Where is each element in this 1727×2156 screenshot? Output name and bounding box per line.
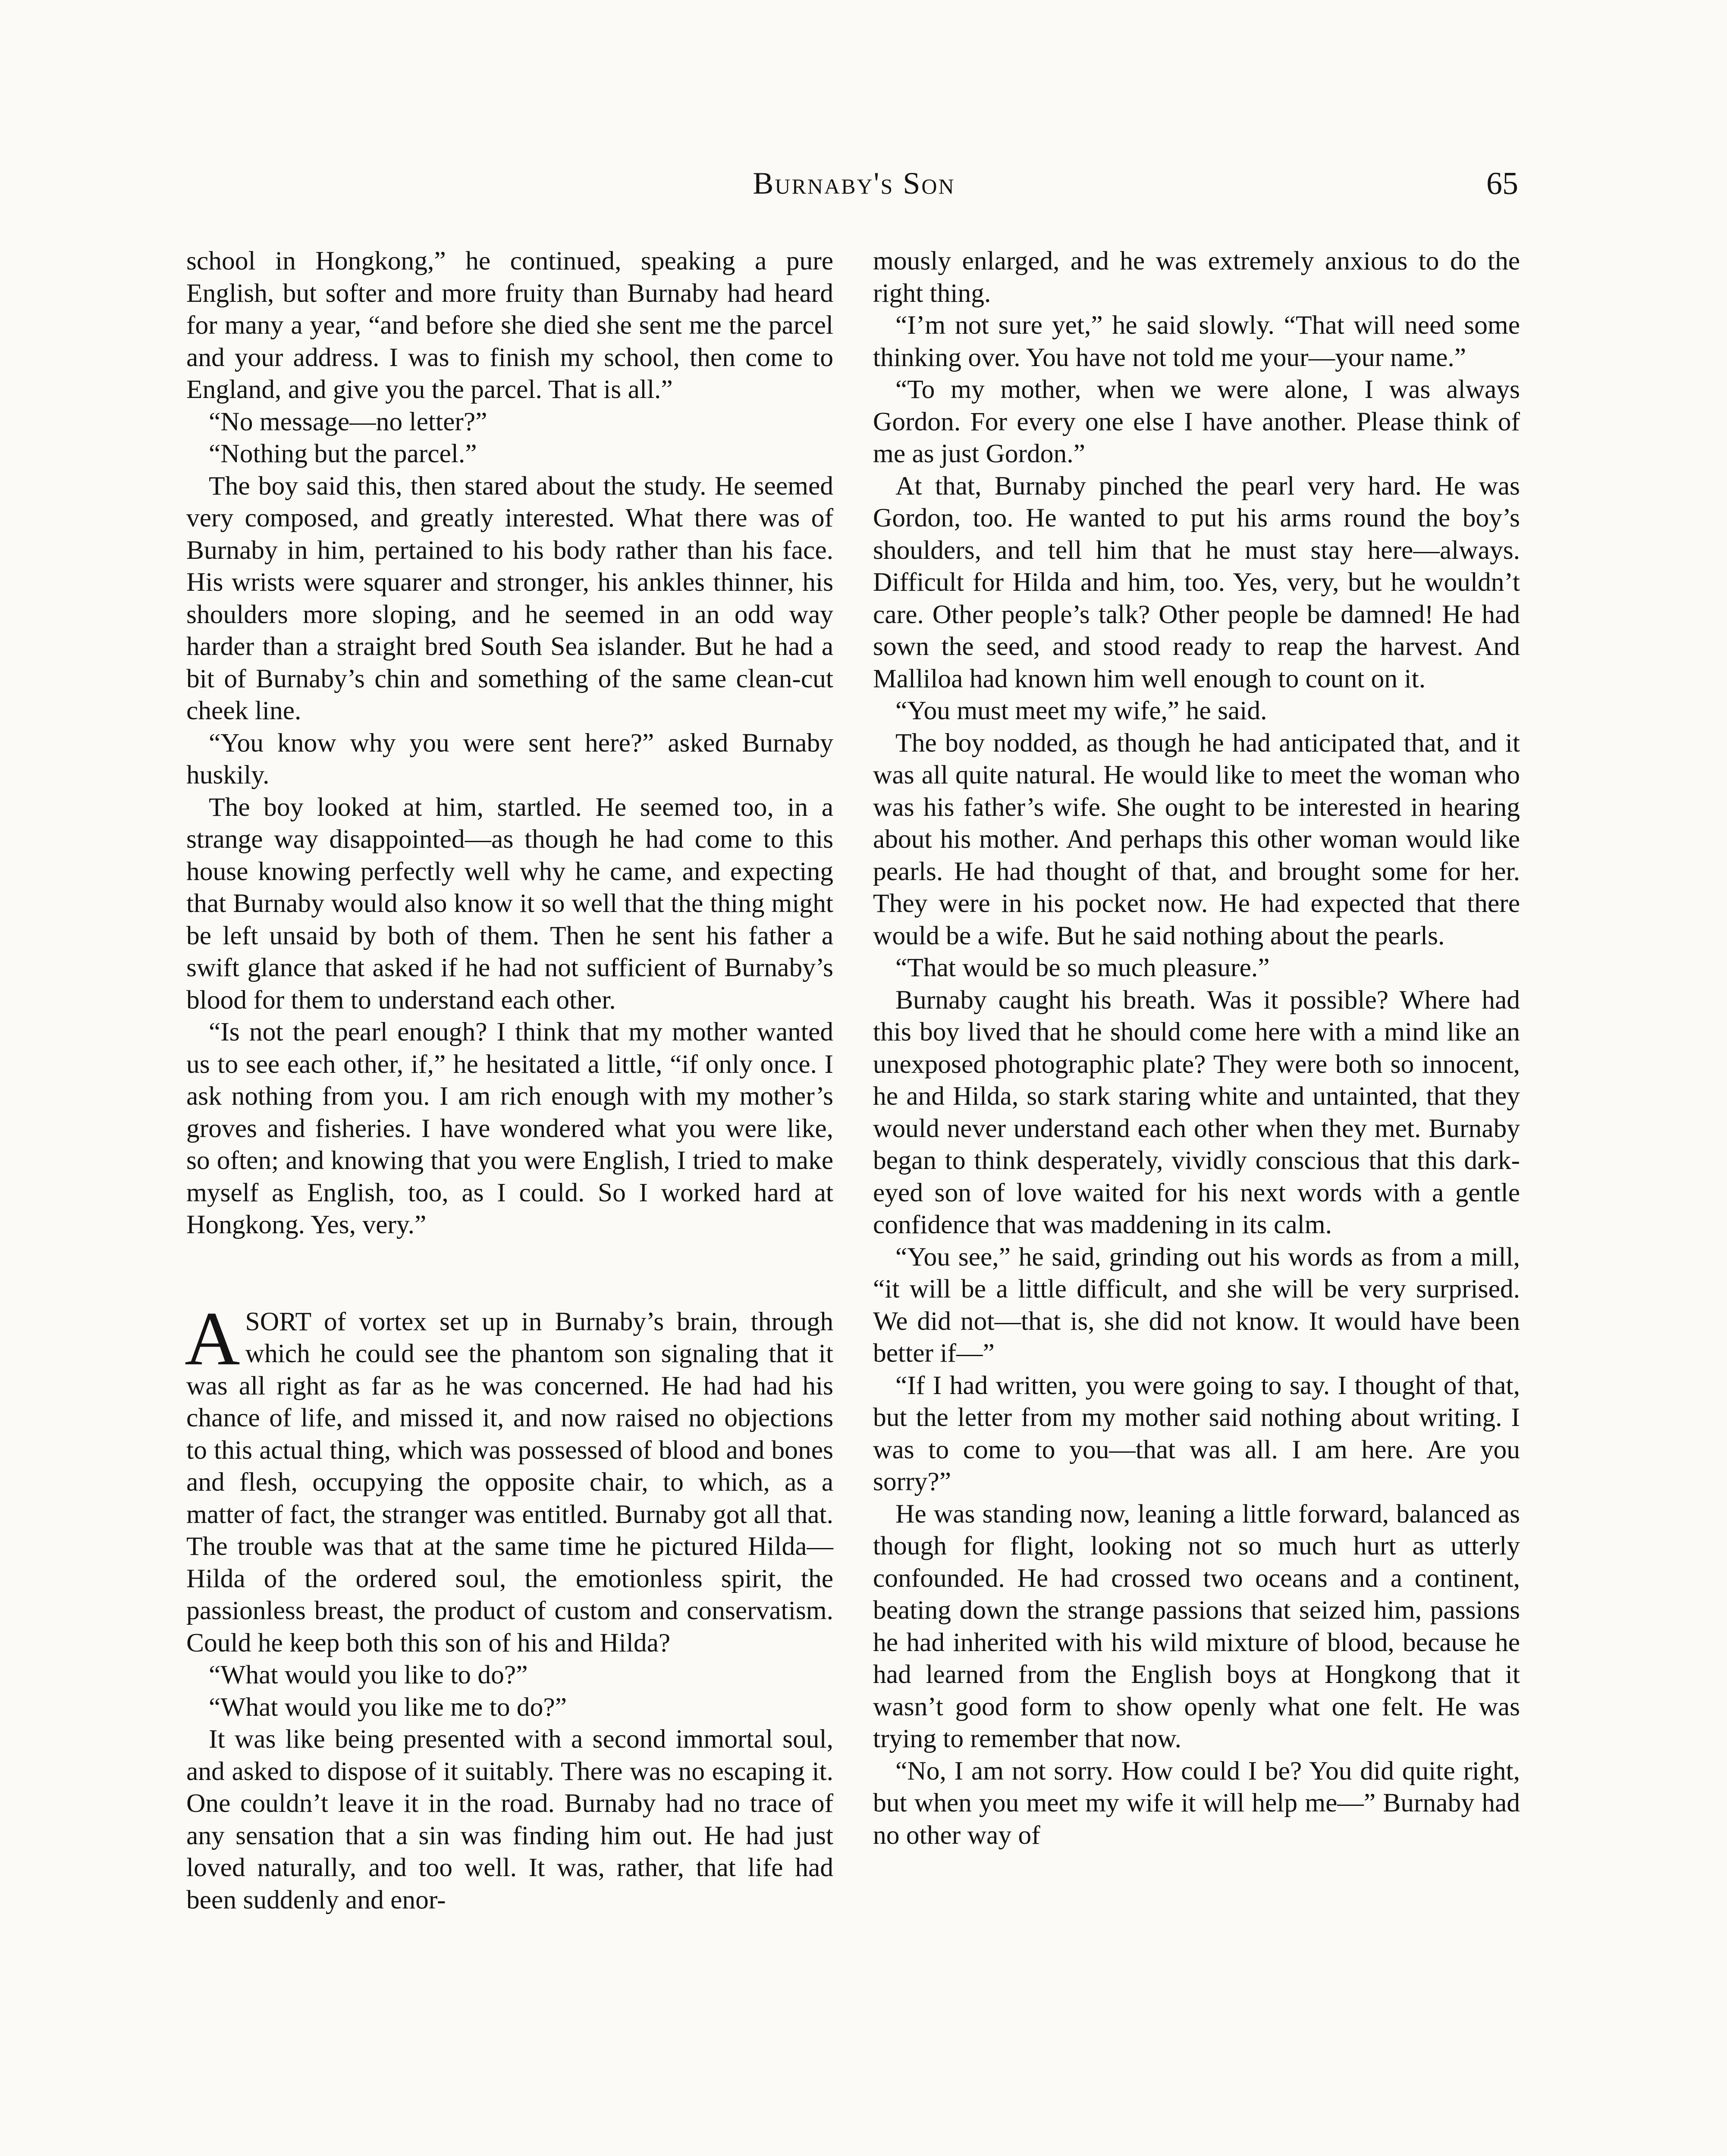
paragraph: “What would you like me to do?”: [209, 1692, 567, 1722]
right-column: [873, 245, 1520, 1851]
paragraph: “No message—no letter?”: [209, 407, 487, 436]
page-header: [190, 166, 1518, 213]
paragraph: The boy said this, then stared about the study. He seemed very composed, and greatly interested. What there was of Burnaby in him, pertained to his body rather than his face. His wrists were squarer and stronger, his ankles thinner, his shoulders more sloping, and he seemed in an odd way harder than a straight bred South Sea islander. But he had a bit of Burnaby’s chin and something of the same clean-cut cheek line.: [186, 471, 833, 725]
paragraph: “That would be so much pleasure.”: [895, 953, 1270, 982]
section-break: [186, 1241, 833, 1306]
left-column: [186, 245, 833, 1916]
section-opening-paragraph: [185, 1295, 833, 1659]
paragraph: “What would you like to do?”: [209, 1660, 528, 1689]
page-number: 65: [1486, 166, 1518, 201]
paragraph: “You must meet my wife,” he said.: [895, 696, 1267, 725]
drop-cap: A: [185, 1295, 240, 1381]
paragraph: At that, Burnaby pinched the pearl very hard. He was Gordon, too. He wanted to put his arms round the boy’s shoulders, and tell him that he must stay here—always. Difficult for Hilda and him, too. Yes, very, but he wouldn’t care. Other people’s talk? Other people be damned! He had sown the seed, and stood ready to reap the harvest. And Malliloa had known him well enough to count on it.: [873, 471, 1520, 693]
paragraph: It was like being presented with a second immortal soul, and asked to dispose of it suitably. There was no escaping it. One couldn’t leave it in the road. Burnaby had no trace of any sensation that a sin was finding him out. He had just loved naturally, and too well. It was, rather, that life had been suddenly and enor-: [186, 1724, 833, 1915]
paragraph: “If I had written, you were going to say. I thought of that, but the letter from my mother said nothing about writing. I was to come to you—that was all. I am here. Are you sorry?”: [873, 1370, 1520, 1496]
paragraph: “To my mother, when we were alone, I was always Gordon. For every one else I have another. Please think of me as just Gordon.”: [873, 375, 1520, 468]
paragraph-text: SORT of vortex set up in Burnaby’s brain, through which he could see the phantom son signaling that it was all right as far as he was concerned. He had had his chance of life, and missed it, and now raised no objections to this actual thing, which was possessed of blood and bones and flesh, occupying the opposite chair, to which, as a matter of fact, the stranger was entitled. Burnaby got all that. The trouble was that at the same time he pictured Hilda—Hilda of the ordered soul, the emotionless spirit, the passionless breast, the product of custom and conservatism. Could he keep both this son of his and Hilda?: [186, 1307, 833, 1658]
paragraph: The boy looked at him, startled. He seemed too, in a strange way disappointed—as though he had come to this house knowing perfectly well why he came, and expecting that Burnaby would also know it so well that the thing might be left unsaid by both of them. Then he sent his father a swift glance that asked if he had not sufficient of Burnaby’s blood for them to understand each other.: [186, 792, 833, 1015]
paragraph: “You see,” he said, grinding out his words as from a mill, “it will be a little difficult, and she will be very surprised. We did not—that is, she did not know. It would have been better if—”: [873, 1242, 1520, 1368]
paragraph: Burnaby caught his breath. Was it possible? Where had this boy lived that he should come here with a mind like an unexposed photographic plate? They were both so innocent, he and Hilda, so stark staring white and untainted, that they would never understand each other when they met. Burnaby began to think desperately, vividly conscious that this dark-eyed son of love waited for his next words with a gentle confidence that was maddening in its calm.: [873, 985, 1520, 1239]
paragraph: “I’m not sure yet,” he said slowly. “That will need some thinking over. You have not told me your—your name.”: [873, 310, 1520, 372]
paragraph: “You know why you were sent here?” asked Burnaby huskily.: [186, 728, 833, 790]
paragraph: “No, I am not sorry. How could I be? You did quite right, but when you meet my wife it will help me—” Burnaby had no other way of: [873, 1756, 1520, 1850]
paragraph: “Nothing but the parcel.”: [209, 439, 477, 468]
paragraph: school in Hongkong,” he continued, speaking a pure English, but softer and more fruity than Burnaby had heard for many a year, “and before she died she sent me the parcel and your address. I was to finish my school, then come to England, and give you the parcel. That is all.”: [186, 246, 833, 404]
paragraph: mously enlarged, and he was extremely anxious to do the right thing.: [873, 246, 1520, 308]
paragraph: He was standing now, leaning a little forward, balanced as though for flight, looking not so much hurt as utterly confounded. He had crossed two oceans and a continent, beating down the strange passions that seized him, passions he had inherited with his wild mixture of blood, because he had learned from the English boys at Hongkong that it wasn’t good form to show openly what one felt. He was trying to remember that now.: [873, 1499, 1520, 1753]
running-title: Burnaby's Son: [753, 166, 955, 201]
paragraph: The boy nodded, as though he had anticipated that, and it was all quite natural. He would like to meet the woman who was his father’s wife. She ought to be interested in hearing about his mother. And perhaps this other woman would like pearls. He had thought of that, and brought some for her. They were in his pocket now. He had expected that there would be a wife. But he said nothing about the pearls.: [873, 728, 1520, 950]
paragraph: “Is not the pearl enough? I think that my mother wanted us to see each other, if,” he hesitated a little, “if only once. I ask nothing from you. I am rich enough with my mother’s groves and fisheries. I have wondered what you were like, so often; and knowing that you were English, I tried to make myself as English, too, as I could. So I worked hard at Hongkong. Yes, very.”: [186, 1017, 833, 1239]
